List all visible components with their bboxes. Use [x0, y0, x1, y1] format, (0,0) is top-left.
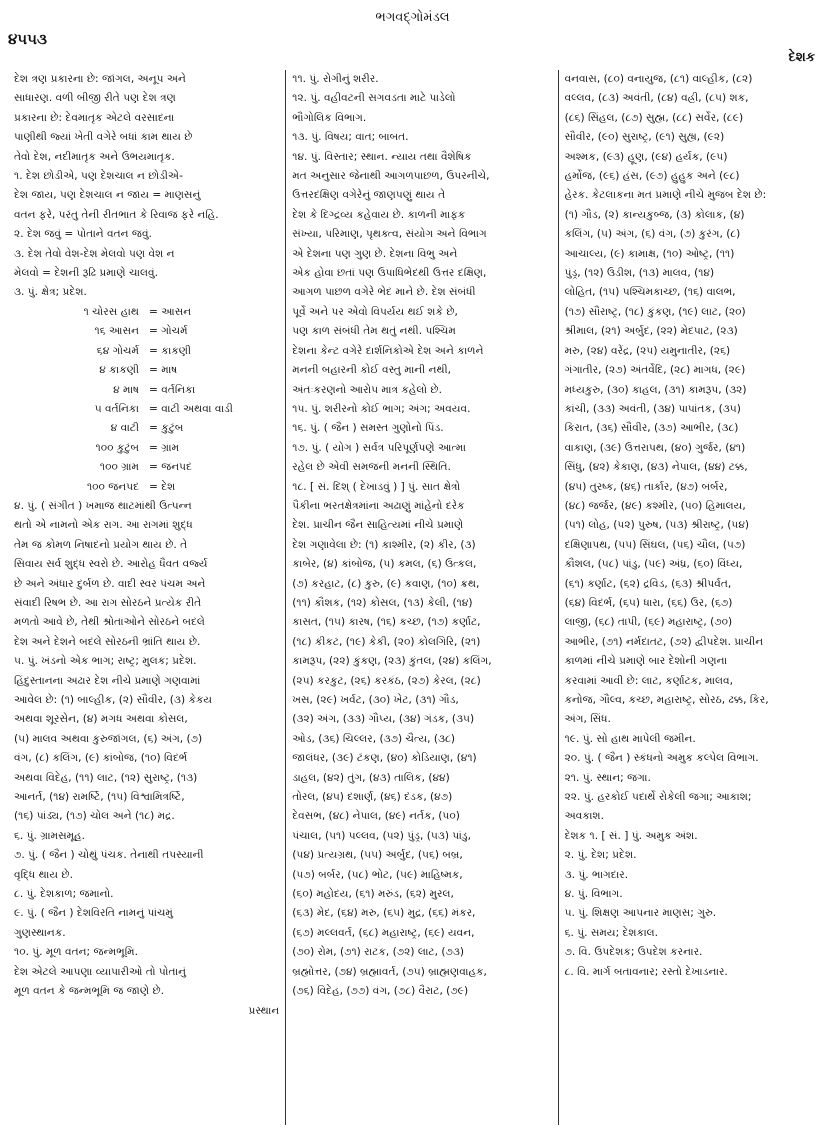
text-line: બ્રહ્મોત્તર, (૭૪) બ્રહ્માવર્ત, (૭૫) બ્રાહ્મણવાહક,	[292, 965, 487, 978]
text-line: લાજી, (૬૮) તાપી, (૬૯) મહારાષ્ટ્ર, (૭૦)	[564, 616, 733, 629]
column-2	[286, 70, 558, 1125]
text-line: ઉત્તરદક્ષિણ વગેરેનું જાણપણું થાય તે	[292, 189, 446, 202]
guide-word: દેશક	[788, 50, 815, 65]
text-line: વતન ફરે, પરંતુ તેની રીતભાત કે રિવાજ ફરે નહિ.	[14, 208, 219, 221]
measure-table-row	[14, 322, 279, 341]
text-line: મનની બહારની કોઈ વસ્તુ માની નથી,	[292, 364, 451, 377]
text-line: દેશક ૧. [ સં. ] પું. અમુક અંશ.	[564, 829, 698, 842]
text-line: આગળ પાછળ વગેરે ભેદ માને છે. દેશ સંબંધી	[292, 286, 476, 299]
text-line: ૫. પું. શિક્ષણ આપનાર માણસ; ગુરુ.	[564, 907, 717, 920]
text-line: અવકાશ.	[564, 810, 604, 823]
text-line: ૩. પું. ભાગદાર.	[564, 868, 629, 881]
text-line: અથવા વિદેહ, (૧૧) લાટ, (૧૨) સુરાષ્ટ્ર, (૧૩)	[14, 771, 198, 784]
text-line: થતો એ નામનો એક રાગ. આ રાગમાં શુદ્ધ	[14, 519, 193, 532]
text-line: ૨૦. પું. ( જૈન ) સ્કંધનો અમુક કલ્પેલ વિભાગ.	[564, 752, 759, 765]
text-line: પ્રકારના છે: દેવમાતૃક એટલે વરસાદના	[14, 111, 175, 124]
text-line: ૬. પું. ગ્રામસમૂહ.	[14, 829, 86, 842]
text-line: (૭૬) વિદેહ, (૭૭) વંગ, (૭૮) વૈરાટ, (૭૯)	[292, 985, 469, 998]
text-line: દેશ એટલે આપણા વ્યાપારીઓ તો પોતાનું	[14, 965, 186, 978]
text-line: હેરક. કેટલાકના મત પ્રમાણે નીચે મુજબ દેશ છે:	[564, 189, 767, 202]
text-line: ડાહલ, (૪૨) તુંગ, (૪૩) તાલિક, (૪૪)	[292, 771, 450, 784]
text-line: ભૌગોલિક વિભાગ.	[292, 111, 367, 124]
text-line: ૧૮. [ સં. દિશ્ ( દેખાડવું ) ] પું. સાત ક્ષેત્રો	[292, 480, 461, 493]
text-line: ૨૧. પું. સ્થાન; જગા.	[564, 771, 651, 784]
text-line: કલિંગ, (૫) અંગ, (૬) વંગ, (૭) કુરંગ, (૮)	[564, 228, 741, 241]
text-line: સંવાદી રિષભ છે. આ રાગ સોરઠને પ્રત્યેક રીતે	[14, 596, 202, 609]
text-line: (૮૬) સિંહલ, (૮૭) સુહ્મ, (૮૮) સર્વેર, (૮૯)	[564, 111, 744, 124]
measure-equivalent: = કાકણી	[149, 344, 192, 357]
measure-equivalent: = ગ્રામ	[149, 441, 180, 454]
measure-unit: ૫ વર્તનિકા	[94, 402, 139, 415]
measure-unit: ૬૪ ગોચર્મ	[96, 344, 139, 357]
text-line: વૃદ્ધિ થાય છે.	[14, 868, 73, 881]
text-line: કાબેર, (૪) કાંબોજ, (૫) કમલ, (૬) ઉત્કલ,	[292, 558, 477, 571]
text-line: દેશ જાય, પણ દેશચાલ ન જાય = માણસનું	[14, 189, 201, 202]
text-line: વાકાણ, (૩૯) ઉત્તરાપથ, (૪૦) ગુર્જર, (૪૧)	[564, 441, 746, 454]
measure-table-row	[14, 478, 279, 497]
measure-table-row	[14, 400, 279, 419]
measure-table-row	[14, 458, 279, 477]
text-line: તેવો દેશ, નદીમાતૃક અને ઉભયમાતૃક.	[14, 150, 175, 163]
measure-table-row	[14, 381, 279, 400]
text-line: (૪૮) જર્જર, (૪૯) કશ્મીર, (૫૦) હિમાલય,	[564, 499, 746, 512]
text-line: હિંદુસ્તાનના અઢાર દેશ નીચે પ્રમાણે ગણવામાં	[14, 674, 201, 687]
text-line: વલ્લવ, (૮૩) અવંતી, (૮૪) વહ્રી, (૮૫) શક,	[564, 92, 749, 105]
text-line: (૭) કરહાટ, (૮) કુરુ, (૯) કવાણ, (૧૦) ક્રથ,	[292, 577, 480, 590]
text-line: અશ્મક, (૯૩) હૂણ, (૯૪) હર્યક, (૯૫)	[564, 150, 728, 163]
text-line: (૫૪) પ્રત્યગ્રથ, (૫૫) અર્બુદ, (૫૬) બબ્ર,	[292, 849, 463, 862]
text-line: ૮. પું. દેશકાળ; જમાનો.	[14, 888, 114, 901]
text-line: ૨૨. પું. હરકોઈ પદાર્થે રોકેલી જગા; આકાશ;	[564, 791, 752, 804]
text-line: એક હોવા છતાં પણ ઉપાધિભેદથી ઉત્તર દક્ષિણ,	[292, 267, 487, 280]
text-line: ૧૦. પું. મૂળ વતન; જન્મભૂમિ.	[14, 946, 138, 959]
text-line: ૫. પું. ખંડનો એક ભાગ; રાષ્ટ્ર; મુલક; પ્રદેશ.	[14, 655, 197, 668]
measure-unit: ૪ વાટી	[110, 422, 139, 435]
text-line: કરવામાં આવી છે: લાટ, કર્ણાટક, માલવ,	[564, 674, 734, 687]
text-line: (૧૮) કીકટ, (૧૯) કેકી, (૨૦) કોલગિરિ, (૨૧)	[292, 635, 481, 648]
text-line: તોરલ, (૪૫) દશાર્ણ, (૪૬) દંડક, (૪૭)	[292, 791, 453, 804]
measure-unit: ૧ ચોરસ હાથ	[83, 305, 139, 318]
text-line: પુંડ્ર, (૧૨) ઉડીશ, (૧૩) માલવ, (૧૪)	[564, 267, 715, 280]
text-line: મત અનુસાર જેનાથી આગળપાછળ, ઉપરનીચે,	[292, 170, 490, 183]
text-line: જાલંધર, (૩૯) ટંકણ, (૪૦) કોડિયાણ, (૪૧)	[292, 752, 477, 765]
text-line: આવેલ છે: (૧) બાલ્હીક, (૨) સૌવીર, (૩) કેકય	[14, 694, 213, 706]
text-line: ૩. પું. ક્ષેત્ર; પ્રદેશ.	[14, 286, 87, 299]
text-line: ૨. દેશ જવું = પોતાને વતન જવું.	[14, 228, 152, 241]
text-line: પ્રસ્થાન	[248, 1004, 280, 1017]
measure-equivalent: = વર્તનિકા	[149, 383, 196, 396]
text-line: આભીર, (૭૧) નર્મદાતટ, (૭૨) દ્વીપદેશ. પ્રાચીન	[564, 635, 764, 648]
text-line: કનોજ, ગૌલ્વ, કચ્છ, મહારાષ્ટ્ર, સોરઠ, ઢક્ક, કિર,	[564, 694, 769, 706]
text-line: સૌવીર, (૯૦) સુરાષ્ટ્ર, (૯૧) સુહ્ય, (૯૨)	[564, 131, 725, 144]
text-line: આનર્ત, (૧૪) રામર્ષ્ટિ, (૧૫) વિશ્વામિત્રર્ષ્ટિ,	[14, 791, 185, 804]
text-line: અંગ, સિંધ.	[564, 713, 611, 726]
text-line: (૬૪) વિદર્ભ, (૬૫) ધારા, (૬૬) ઉર, (૬૭)	[564, 596, 733, 609]
text-line: ૧૩. પું. વિષય; વાત; બાબત.	[292, 131, 409, 144]
text-line: વનવાસ, (૮૦) વનાયુજ, (૮૧) વાલ્હીક, (૮૨)	[564, 73, 753, 85]
text-line: (૩૨) અંગ, (૩૩) ગૌપ્ય, (૩૪) ગંડક, (૩૫)	[292, 713, 475, 726]
text-line: કામરૂપ, (૨૨) કુંકણ, (૨૩) કુંતલ, (૨૪) કલિંગ,	[292, 655, 492, 668]
text-line: (૬૦) મહોદય, (૬૧) મરુંડ, (૬૨) મુરલ,	[292, 888, 454, 901]
text-line: સિવાય સર્વ શુદ્ધ સ્વરો છે. આરોહ ધૈવત વર્જ્ય	[14, 558, 208, 571]
text-line: શ્રીમાલ, (૨૧) અર્બુદ, (૨૨) મેદપાટ, (૨૩)	[564, 325, 738, 338]
text-line: ૮. વિ. માર્ગ બતાવનાર; રસ્તો દેખાડનાર.	[564, 965, 728, 978]
text-line: ૧૫. પું. શરીરનો કોઈ ભાગ; અંગ; અવયવ.	[292, 402, 471, 415]
text-line: સાધારણ. વળી બીજી રીતે પણ દેશ ત્રણ	[14, 92, 176, 105]
text-line: વંગ, (૮) કલિંગ, (૯) કાંબોજ, (૧૦) વિદર્ભ	[14, 752, 188, 765]
text-line: આચાલ્ય, (૯) કામાક્ષ, (૧૦) ઓષ્ટ્ર, (૧૧)	[564, 247, 735, 260]
text-line: ૭. પું. ( જૈન ) ચોથું પંચક. તેનાથી તપસ્યાની	[14, 849, 204, 862]
text-line: (૫૧) લોહ, (૫૨) પુરુષ, (૫૩) શ્રીરાષ્ટ્ર, (૫૪)	[564, 519, 750, 532]
text-line: ૪. પું. વિભાગ.	[564, 888, 623, 901]
page-header	[0, 0, 825, 65]
text-line: મળતો આવે છે, તેથી શ્રોતાઓને સોરઠને બદલે	[14, 616, 205, 629]
measure-unit: ૪ માષ	[113, 383, 139, 396]
text-line: ૩. દેશ તેવો વેશ-દેશ મેલવો પણ વેશ ન	[14, 247, 175, 260]
text-line: (૧) ગૌડ, (૨) કાન્યકુબ્જ, (૩) કોલાક, (૪)	[564, 208, 745, 221]
text-line: (૫) માલવ અથવા કુરુજાંગલ, (૬) અંગ, (૭)	[14, 732, 203, 745]
text-line: તેમ જ કોમળ નિષાદનો પ્રયોગ થાય છે. તે	[14, 538, 188, 551]
measure-unit: ૪ કાકણી	[99, 364, 139, 377]
measure-equivalent: = દેશ	[149, 480, 176, 493]
text-line: અંતઃકરણનો આરોપ માત્ર કહેલો છે.	[292, 383, 442, 396]
measure-unit: ૧૬ આસન	[94, 325, 139, 338]
measure-equivalent: = આસન	[149, 305, 192, 318]
text-line: મધ્યકુરુ, (૩૦) કાહલ, (૩૧) કામરૂપ, (૩૨)	[564, 383, 747, 396]
text-line: હર્મોજ, (૯૬) હંસ, (૯૭) હુહુક અને (૯૮)	[564, 170, 740, 183]
measure-table-row	[14, 361, 279, 380]
column-3	[559, 70, 818, 1125]
text-line: દેશના કેન્ટ વગેરે દાર્શનિકોએ દેશ અને કાળને	[292, 344, 484, 357]
text-line: કાસત, (૧૫) કારષ, (૧૬) કચ્છ, (૧૭) કર્ણાટ,	[292, 616, 481, 629]
text-line: પંચાલ, (૫૧) પલ્લવ, (૫૨) પુંડ્ર, (૫૩) પાંડુ,	[292, 829, 471, 842]
text-line: ૨. પું. દેશ; પ્રદેશ.	[564, 849, 637, 862]
text-line: ૧૧. પું. રોગીનું શરીર.	[292, 73, 379, 85]
measure-unit: ૧૦૦ કુટુંબ	[95, 441, 139, 454]
measure-table-row	[14, 303, 279, 322]
text-line: દેશ ગણાવેલા છે: (૧) કાશ્મીર, (૨) કીર, (૩)	[292, 538, 476, 551]
measure-equivalent: = વાટી અથવા વાડી	[149, 402, 233, 415]
text-line: કૌશલ, (૫૮) પાંડુ, (૫૯) અંધ્ર, (૬૦) વિંધ્ય,	[564, 558, 743, 571]
text-line: દેશ. પ્રાચીન જૈન સાહિત્યમાં નીચે પ્રમાણે	[292, 519, 464, 532]
text-line: (૧૬) પાંડ્ય, (૧૭) ચોલ અને (૧૮) મદ્ર.	[14, 810, 175, 823]
text-line: કાંચી, (૩૩) અવંતી, (૩૪) પાપાંતક, (૩૫)	[564, 402, 741, 415]
text-line: (૬૩) મેદ, (૬૪) મરુ, (૬૫) મુદ્ર, (૬૬) મંકર,	[292, 907, 476, 920]
text-line: સંખ્યા, પરિમાણ, પૃથક્ત્વ, સંયોગ અને વિભાગ	[292, 228, 487, 241]
text-line: દેવસભ, (૪૮) નેપાલ, (૪૯) નર્તક, (૫૦)	[292, 810, 460, 823]
measure-equivalent: = જનપદ	[149, 461, 192, 474]
text-line: ઓડ, (૩૬) ચિલ્લર, (૩૭) ચૈત્ય, (૩૮)	[292, 732, 456, 745]
column-1	[8, 70, 286, 1125]
text-line: (૧૭) સૌરાષ્ટ્ર, (૧૮) કુંકણ, (૧૯) લાટ, (૨૦)	[564, 305, 746, 318]
measure-equivalent: = કુટુંબ	[149, 422, 184, 435]
text-line: પૂર્વે અને પર એવો વિપર્યય થઈ શકે છે,	[292, 305, 458, 318]
text-line: છે અને અંધાર દુર્બળ છે. વાદી સ્વર પંચમ અને	[14, 577, 206, 590]
measure-equivalent: = માષ	[149, 364, 178, 377]
text-line: મેલવો = દેશની રૂઢિ પ્રમાણે ચાલવું.	[14, 267, 158, 280]
text-line: (૫૭) બર્બર, (૫૮) ભોટ, (૫૯) માહિષ્મક,	[292, 868, 463, 881]
text-line: ગંગાતીર, (૨૭) અંતર્વેદિ, (૨૮) માગધ, (૨૯)	[564, 364, 746, 377]
text-line: ૪. પું. ( સંગીત ) ખમાજ થાટમાંથી ઉત્પન્ન	[14, 499, 192, 512]
page-number: ૪૫૫૩	[8, 30, 48, 48]
text-columns	[8, 70, 818, 1125]
measure-equivalent: = ગોચર્મ	[149, 325, 188, 338]
text-line: પૈકીના ભરતક્ષેત્રમાંના અઢાણું માંહેનો દરેક	[292, 499, 465, 512]
measure-unit: ૧૦૦ ગ્રામ	[99, 461, 139, 474]
text-line: ૧૨. પું. વહીવટની સગવડતા માટે પાડેલો	[292, 92, 456, 105]
page-title: ભગવદ્ગોમંડલ	[375, 10, 450, 25]
text-line: ૧૯. પું. સો હાથ માપેલી જમીન.	[564, 732, 696, 745]
text-line: કિરાત, (૩૬) સૌવીર, (૩૭) આભીર, (૩૮)	[564, 422, 739, 435]
text-line: (૬૭) મલ્લવર્ત, (૬૮) મહારાષ્ટ્ર, (૬૯) યવન,	[292, 926, 475, 939]
text-line: સિંધુ, (૪૨) કેકાણ, (૪૩) નેપાલ, (૪૪) ટક્ક,	[564, 461, 748, 474]
text-line: ૧. દેશ છોડીએ, પણ દેશચાલ ન છોડીએ-	[14, 170, 183, 183]
text-line: મરુ, (૨૪) વરેંદ્ર, (૨૫) યમુનાતીર, (૨૬)	[564, 344, 731, 357]
text-line: ૯. પું. ( જૈન ) દેશવિરતિ નામનું પાંચમું	[14, 907, 173, 920]
text-line: (૭૦) રોમ, (૭૧) રાટક, (૭૨) લાટ, (૭૩)	[292, 946, 465, 959]
text-line: ૬. પું. સમય; દેશકાલ.	[564, 926, 659, 939]
text-line: એ દેશના પણ ગુણ છે. દેશના વિભુ અને	[292, 247, 458, 260]
text-line: (૬૧) કર્ણાટ, (૬૨) દ્રવિડ, (૬૩) શ્રીપર્વત,	[564, 577, 732, 590]
text-line: ૧૪. પું. વિસ્તાર; સ્થાન. ન્યાય તથા વૈશેષિક	[292, 150, 472, 163]
text-line: અથવા શૂરસેન, (૪) મગધ અથવા કોસલ,	[14, 713, 188, 726]
text-line: ખસ, (૨૯) ખર્વટ, (૩૦) ખેટ, (૩૧) ગૌડ,	[292, 694, 459, 706]
text-line: પાણીથી જ્યાં ખેતી વગેરે બધાં કામ થાય છે	[14, 131, 193, 144]
measure-unit: ૧૦૦ જનપદ	[86, 480, 139, 493]
text-line: રહેલ છે એવી સમજની મનની સ્થિતિ.	[292, 461, 451, 474]
text-line: ૭. વિ. ઉપદેશક; ઉપદેશ કરનાર.	[564, 946, 703, 959]
text-line: (૪૫) તુરષ્ક, (૪૬) તાર્કાર, (૪૭) બર્બર,	[564, 480, 728, 493]
text-line: લોહિત, (૧૫) પશ્ચિમકાચ્છ, (૧૬) વાલભ,	[564, 286, 736, 299]
text-line: (૨૫) કરકુટ, (૨૬) કરકંઠ, (૨૭) કેરલ, (૨૮)	[292, 674, 481, 687]
measure-table-row	[14, 419, 279, 438]
text-line: ૧૭. પું. ( યોગ ) સર્વત્ર પરિપૂર્ણપણે આત્મા	[292, 441, 466, 454]
text-line: ગુણસ્થાનક.	[14, 926, 66, 939]
text-line: કાળમાં નીચે પ્રમાણે બાર દેશોની ગણના	[564, 655, 728, 668]
text-line: દક્ષિણાપથ, (૫૫) સિંઘલ, (૫૬) ચૌલ, (૫૭)	[564, 538, 746, 551]
text-line: ૧૬. પું. ( જૈન ) સમસ્ત ગુણોનો પિંડ.	[292, 422, 444, 435]
text-line: દેશ અને દેશને બદલે સોરઠની ભ્રાંતિ થાય છે.	[14, 635, 201, 648]
text-line: દેશ ત્રણ પ્રકારના છે: જાંગલ, અનૂપ અને	[14, 73, 186, 85]
measure-table-row	[14, 342, 279, 361]
text-line: પણ કાળ સંબંધી તેમ થતું નથી. પશ્ચિમ	[292, 325, 456, 338]
text-line: દેશ કે દિગ્દ્રવ્ય કહેવાય છે. કાળની માફક	[292, 208, 466, 221]
text-line: મૂળ વતન કે જન્મભૂમિ જ જાણે છે.	[14, 985, 165, 998]
measure-table-row	[14, 439, 279, 458]
text-line: (૧૧) કૌશક, (૧૨) કોસલ, (૧૩) કેલી, (૧૪)	[292, 596, 473, 609]
